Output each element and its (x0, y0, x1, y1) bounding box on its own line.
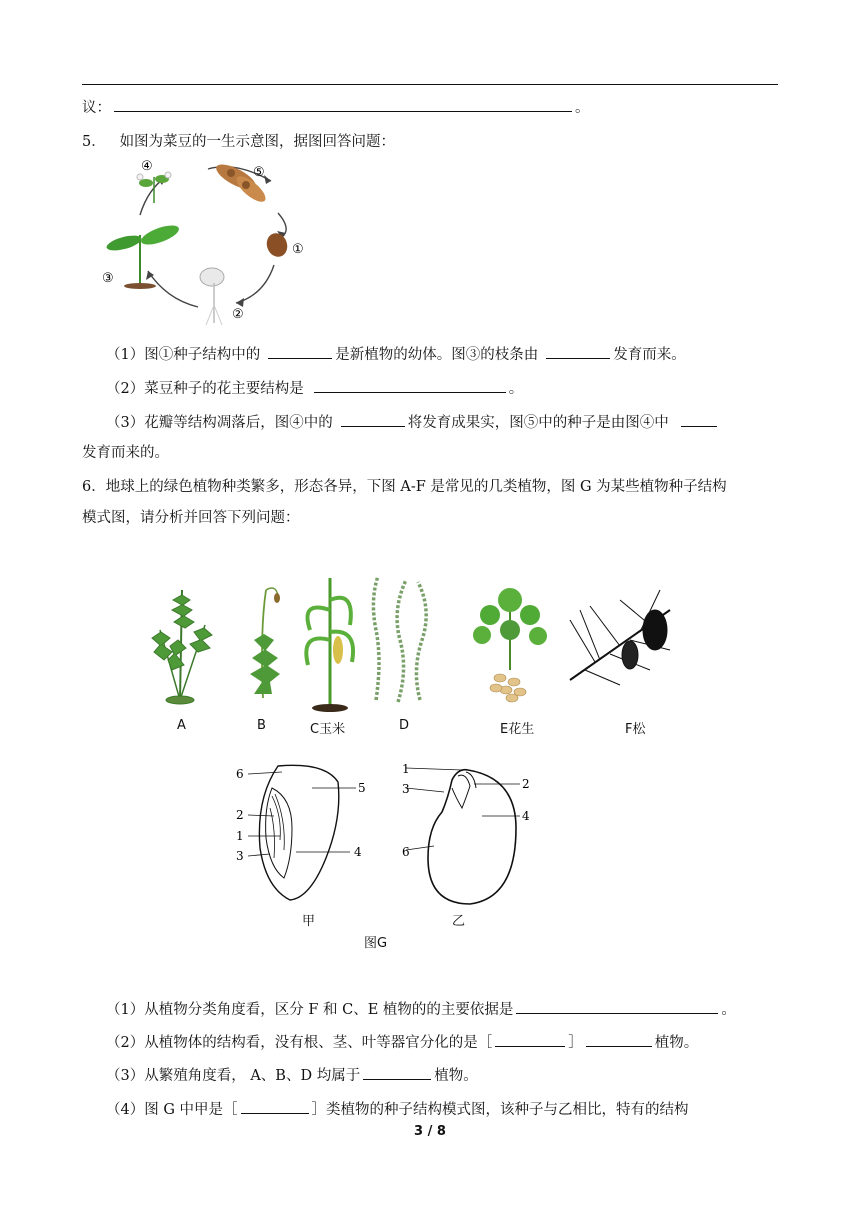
answer-blank[interactable] (363, 1065, 431, 1080)
stage-3-seedling (105, 222, 181, 289)
plant-e-peanut (473, 588, 547, 702)
q6-sub2: （2）从植物体的结构看，没有根、茎、叶等器官分化的是［ ］ 植物。 (106, 1031, 698, 1052)
label-4: ④ (141, 159, 153, 174)
answer-blank[interactable] (586, 1032, 652, 1047)
q6-sub1: （1）从植物分类角度看，区分 F 和 C、E 植物的的主要依据是 。 (106, 998, 736, 1019)
plant-d-algae (373, 576, 426, 702)
q5-stem: 5． 如图为菜豆的一生示意图，据图回答问题： (82, 134, 396, 150)
yi-label-1: 1 (402, 762, 410, 776)
seed-jia (259, 765, 338, 900)
label-1: ① (292, 242, 304, 257)
seed-yi (428, 770, 516, 904)
label-5: ⑤ (253, 165, 265, 180)
answer-blank[interactable] (241, 1099, 309, 1114)
yi-label-4: 4 (522, 809, 530, 823)
caption-fig-g: 图G (364, 936, 388, 951)
jia-label-1: 1 (236, 829, 244, 843)
jia-label-3: 3 (236, 849, 244, 863)
q5-sub3-line2: 发育而来的。 (82, 445, 169, 461)
plant-label-c: C玉米 (310, 722, 346, 737)
plant-label-d: D (399, 718, 410, 733)
plant-label-b: B (257, 718, 266, 733)
q6-sub3: （3）从繁殖角度看， A、B、D 均属于 植物。 (106, 1064, 478, 1085)
answer-blank[interactable] (495, 1032, 565, 1047)
answer-blank[interactable] (516, 999, 718, 1014)
answer-blank[interactable] (546, 344, 610, 359)
jia-label-6: 6 (236, 767, 244, 781)
plant-b-moss (250, 588, 280, 698)
top-rule (82, 84, 778, 85)
page-number: 3 / 8 (414, 1124, 446, 1139)
label-3: ③ (102, 271, 114, 286)
yi-label-6: 6 (402, 845, 410, 859)
plant-label-f: F松 (625, 722, 646, 737)
caption-yi: 乙 (452, 914, 466, 929)
answer-blank[interactable] (114, 97, 572, 112)
jia-label-4: 4 (354, 845, 362, 859)
yi-label-2: 2 (522, 777, 530, 791)
q4-tail-line: 议： 。 (82, 96, 590, 117)
yi-label-3: 3 (402, 782, 410, 796)
stage-1-seed (263, 230, 290, 259)
q6-sub4: （4）图 G 中甲是［ ］类植物的种子结构模式图，该种子与乙相比，特有的结构 (106, 1098, 689, 1119)
plant-c-corn (306, 578, 353, 712)
jia-label-2: 2 (236, 808, 244, 822)
answer-blank[interactable] (681, 412, 717, 427)
q5-sub2: （2）菜豆种子的花主要结构是 。 (106, 377, 523, 398)
plant-label-e: E花生 (500, 722, 535, 737)
q6-stem-line2: 模式图，请分析并回答下列问题： (82, 510, 300, 526)
q5-sub3-line1: （3）花瓣等结构凋落后，图④中的 将发育成果实，图⑤中的种子是由图④中 (106, 411, 720, 432)
answer-blank[interactable] (268, 344, 332, 359)
answer-blank[interactable] (341, 412, 405, 427)
stage-4-flowering-plant (137, 172, 171, 203)
bean-life-cycle-figure (96, 155, 326, 333)
plant-label-a: A (177, 718, 186, 733)
jia-label-5: 5 (358, 781, 366, 795)
seed-structure-figure (230, 758, 550, 908)
plant-a-fern (152, 590, 212, 704)
plant-f-pine (570, 590, 670, 685)
q6-stem-line1: 6．地球上的绿色植物种类繁多，形态各异，下图 A-F 是常见的几类植物，图 G 为某些植物种子结构 (82, 479, 727, 495)
label-2: ② (232, 307, 244, 322)
plants-figure (150, 570, 690, 715)
caption-jia: 甲 (302, 914, 316, 929)
q5-sub1: （1）图①种子结构中的 是新植物的幼体。图③的枝条由 发育而来。 (106, 343, 686, 364)
answer-blank[interactable] (314, 378, 506, 393)
stage-2-germinating-seed (200, 268, 224, 325)
